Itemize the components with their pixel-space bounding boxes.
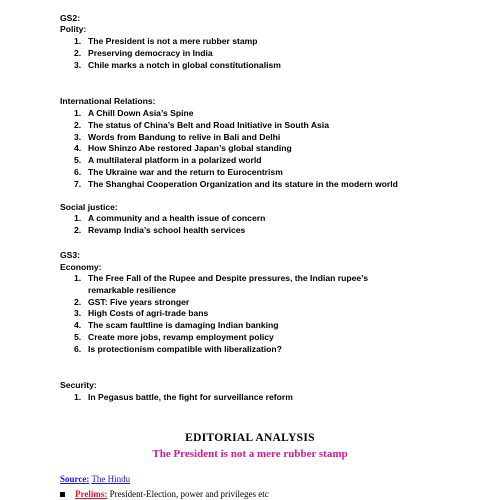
list-item: 1. A community and a health issue of concern (74, 213, 266, 223)
list-item: 2. Revamp India’s school health services (74, 224, 246, 235)
list-item: 6. Is protectionism compatible with liberalization? (74, 343, 282, 354)
list-item: 1. In Pegasus battle, the fight for surveillance reform (74, 392, 293, 402)
economy-list (74, 273, 474, 356)
list-item: 4. The scam faultline is damaging Indian banking (74, 320, 279, 331)
list-item: 1. The Free Fall of the Rupee and Despite pressures, the Indian rupee’s remarkable resilience (74, 273, 369, 295)
list-item: 3. Words from Bandung to relive in Bali and Delhi (74, 131, 281, 142)
list-item: 3. High Costs of agri-trade bans (74, 308, 209, 319)
list-item: 2. The status of China’s Belt and Road Initiative in South Asia (74, 119, 329, 130)
polity-label: Polity: (60, 24, 87, 34)
social-justice-list (74, 213, 474, 237)
security-list (74, 392, 474, 404)
square-bullet-icon (60, 492, 65, 497)
list-item: 5. A multilateral platform in a polarized world (74, 155, 262, 166)
editorial-analysis-title: EDITORIAL ANALYSIS (185, 432, 315, 444)
list-item: 1. The President is not a mere rubber stamp (74, 36, 258, 46)
source-line (60, 474, 130, 484)
gs3-heading: GS3: (60, 250, 81, 260)
list-item: 1. A Chill Down Asia’s Spine (74, 108, 194, 118)
prelims-label: Prelims: (75, 489, 108, 499)
list-item: 5. Create more jobs, revamp employment policy (74, 331, 274, 342)
source-link[interactable]: The Hindu (91, 474, 131, 484)
economy-label: Economy: (60, 262, 102, 272)
source-label: Source: (60, 474, 90, 484)
list-item: 7. The Shanghai Cooperation Organization and its stature in the modern world (74, 178, 398, 189)
ir-list (74, 108, 474, 191)
prelims-line (60, 489, 269, 499)
security-label: Security: (60, 380, 97, 390)
list-item: 4. How Shinzo Abe restored Japan’s global standing (74, 143, 292, 154)
list-item: 3. Chile marks a notch in global constitutionalism (74, 59, 281, 70)
social-justice-label: Social justice: (60, 202, 118, 212)
list-item: 2. Preserving democracy in India (74, 47, 213, 58)
polity-list (74, 36, 474, 71)
list-item: 6. The Ukraine war and the return to Eurocentrism (74, 166, 283, 177)
editorial-subtitle: The President is not a mere rubber stamp (152, 448, 348, 460)
gs2-heading: GS2: (60, 13, 81, 23)
prelims-text: President-Election, power and privileges etc (109, 489, 269, 499)
ir-label: International Relations: (60, 96, 156, 106)
list-item: 2. GST: Five years stronger (74, 296, 190, 307)
